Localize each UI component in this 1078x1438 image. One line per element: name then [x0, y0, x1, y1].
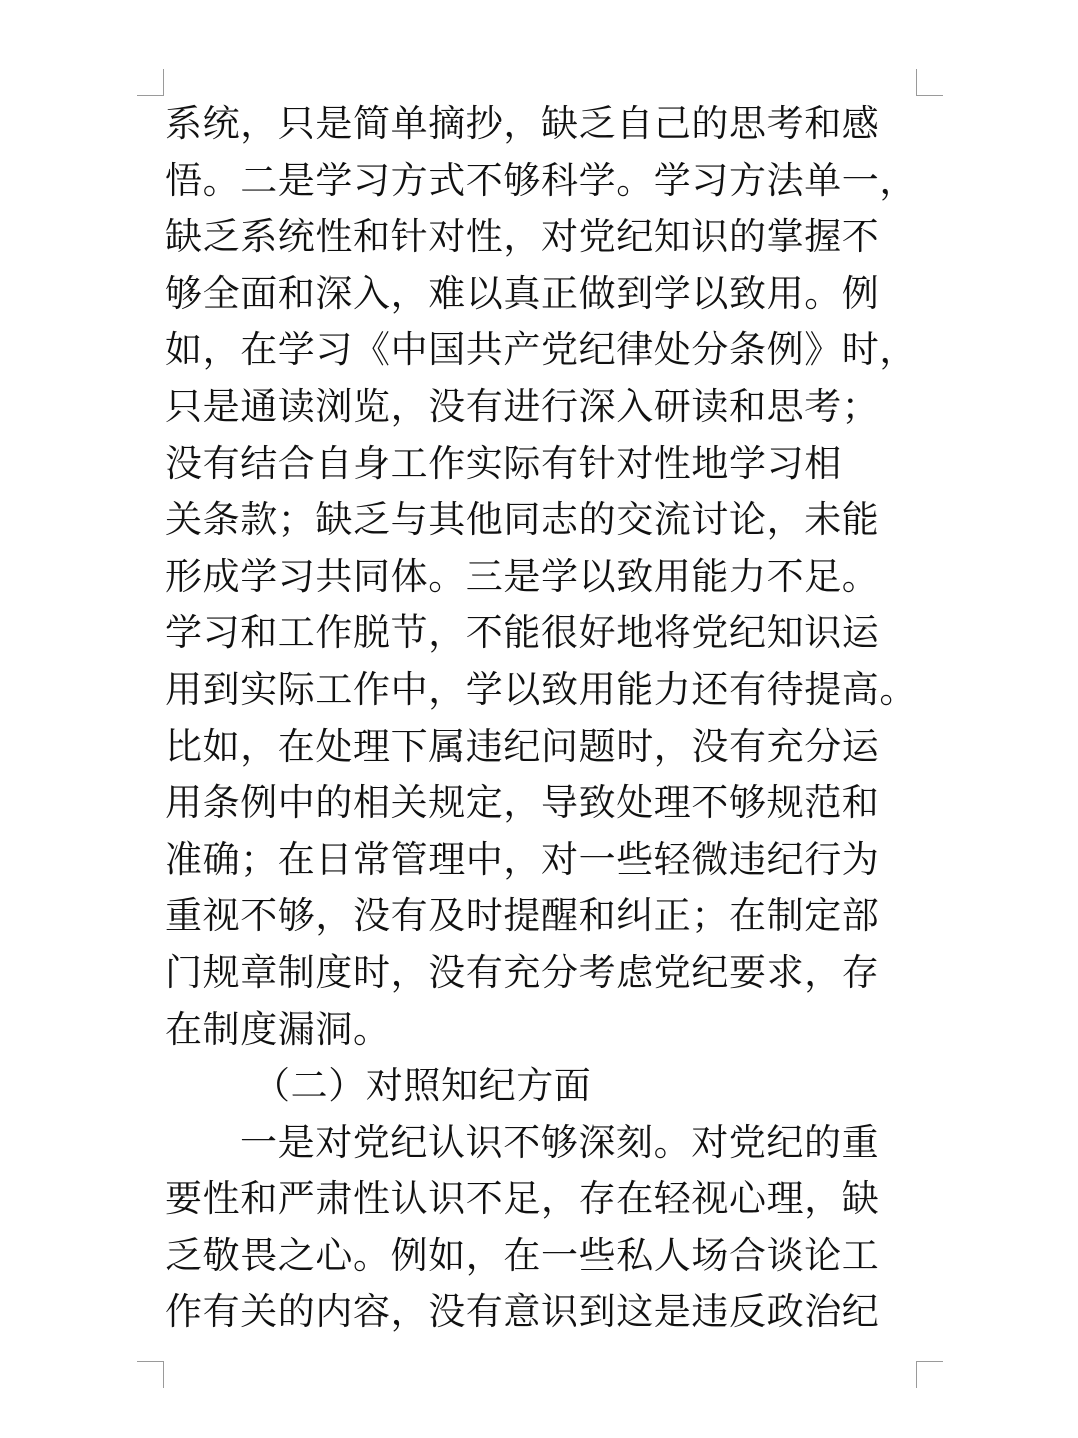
section-heading: （二）对照知纪方面: [253, 1064, 592, 1108]
text-line: 如，在学习《中国共产党纪律处分条例》时，: [165, 328, 917, 372]
margin-corner-top-right: [916, 69, 943, 96]
text-line: 没有结合自身工作实际有针对性地学习相: [165, 441, 842, 485]
text-line: 够全面和深入，难以真正做到学以致用。例: [165, 271, 880, 315]
document-body: [165, 96, 945, 1341]
section-text-line: 要性和严肃性认识不足，存在轻视心理，缺: [165, 1177, 880, 1221]
margin-corner-bottom-left: [137, 1361, 164, 1388]
text-line: 形成学习共同体。三是学以致用能力不足。: [165, 554, 880, 598]
margin-corner-top-left: [137, 69, 164, 96]
margin-corner-bottom-right: [916, 1361, 943, 1388]
section-text-line: 作有关的内容，没有意识到这是违反政治纪: [165, 1290, 880, 1334]
text-line: 学习和工作脱节，不能很好地将党纪知识运: [165, 611, 880, 655]
text-line: 关条款；缺乏与其他同志的交流讨论，未能: [165, 498, 880, 542]
text-line: 缺乏系统性和针对性，对党纪知识的掌握不: [165, 215, 880, 259]
text-line: 只是通读浏览，没有进行深入研读和思考；: [165, 384, 880, 428]
text-line: 悟。二是学习方式不够科学。学习方法单一，: [165, 158, 917, 202]
text-line: 在制度漏洞。: [165, 1007, 391, 1051]
text-line: 比如，在处理下属违纪问题时，没有充分运: [165, 724, 880, 768]
text-line: 准确；在日常管理中，对一些轻微违纪行为: [165, 837, 880, 881]
text-line: 用到实际工作中，学以致用能力还有待提高。: [165, 667, 917, 711]
section-text-line: 乏敬畏之心。例如，在一些私人场合谈论工: [165, 1233, 880, 1277]
text-line: 用条例中的相关规定，导致处理不够规范和: [165, 781, 880, 825]
section-text-line: 一是对党纪认识不够深刻。对党纪的重: [240, 1120, 880, 1164]
text-line: 重视不够，没有及时提醒和纠正；在制定部: [165, 894, 880, 938]
text-line: 系统，只是简单摘抄，缺乏自己的思考和感: [165, 102, 880, 145]
text-line: 门规章制度时，没有充分考虑党纪要求，存: [165, 950, 880, 994]
